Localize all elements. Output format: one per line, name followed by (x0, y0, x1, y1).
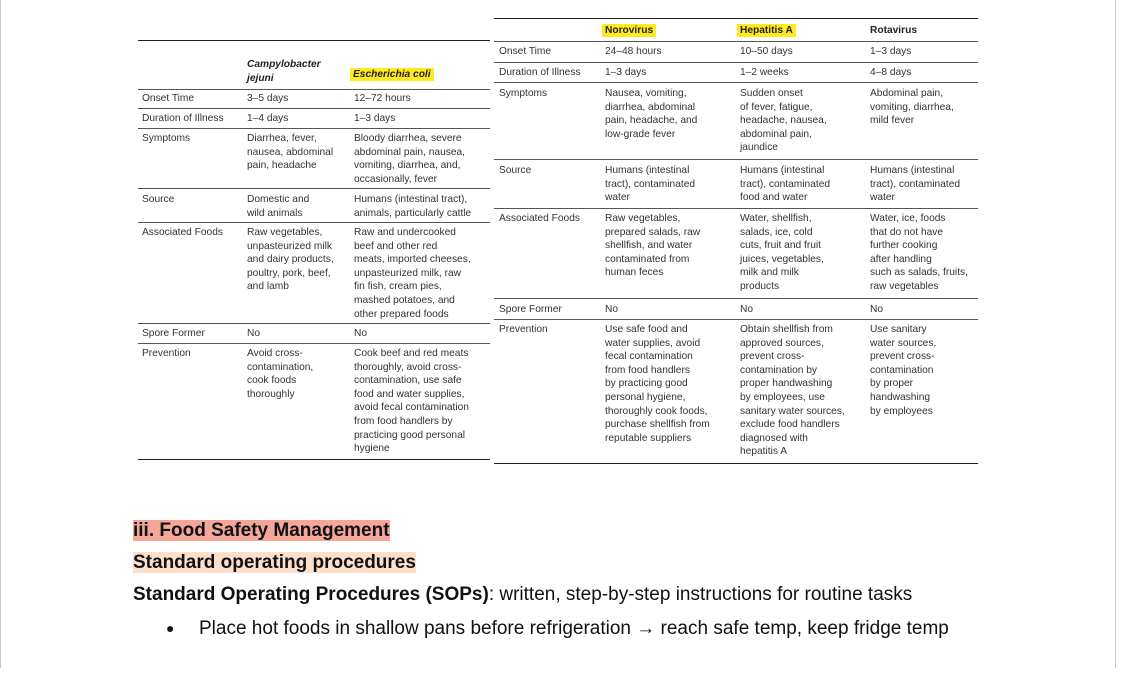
table-cell: 1–3 days (870, 46, 912, 57)
table-cell: Sudden onset of fever, fatigue, headache, nausea, abdominal pain, jaundice (740, 88, 827, 154)
row-label: Duration of Illness (142, 113, 224, 124)
sop-definition-line (133, 584, 912, 606)
table-cell: No (740, 304, 754, 315)
table-cell: 1–2 weeks (740, 67, 789, 78)
row-label: Onset Time (142, 93, 195, 104)
col-header-hepatitis-a: Hepatitis A (737, 24, 796, 38)
table-cell: Cook beef and red meats thoroughly, avoid cross- contamination, use safe food and water supplies, avoid fecal contamination from food handlers by practicing good personal hygiene (354, 348, 469, 455)
row-label: Duration of Illness (499, 67, 581, 78)
row-label: Spore Former (142, 328, 205, 339)
table-cell: Humans (intestinal tract), contaminated water (870, 165, 961, 204)
table-cell: Water, ice, foods that do not have further cooking after handling such as salads, fruits, raw vegetables (870, 213, 968, 292)
row-label: Source (499, 165, 532, 176)
table-cell: Humans (intestinal tract), contaminated food and water (740, 165, 831, 204)
table-cell: 3–5 days (247, 93, 289, 104)
table-rule (138, 128, 490, 129)
table-cell: Raw vegetables, unpasteurized milk and dairy products, poultry, pork, beef, and lamb (247, 227, 334, 293)
table-cell: Raw and undercooked beef and other red meats, imported cheeses, unpasteurized milk, raw fin fish, cream pies, mashed potatoes, and other prepared foods (354, 227, 471, 320)
table-rule (138, 188, 490, 189)
table-cell: Abdominal pain, vomiting, diarrhea, mild fever (870, 88, 954, 127)
row-label: Prevention (142, 348, 191, 359)
table-cell: Water, shellfish, salads, ice, cold cuts, fruit and fruit juices, vegetables, milk and milk products (740, 213, 824, 292)
table-rule (138, 89, 490, 90)
row-label: Prevention (499, 324, 548, 335)
table-cell: Domestic and wild animals (247, 194, 310, 219)
table-cell: No (605, 304, 619, 315)
table-cell: Avoid cross- contamination, cook foods thoroughly (247, 348, 314, 400)
bullet-text: Place hot foods in shallow pans before refrigeration → reach safe temp, keep fridge temp (199, 618, 949, 639)
row-label: Source (142, 194, 175, 205)
table-rule (494, 41, 978, 42)
table-cell: Nausea, vomiting, diarrhea, abdominal pain, headache, and low-grade fever (605, 88, 698, 140)
sop-term: Standard Operating Procedures (SOPs) (133, 584, 489, 605)
row-label: Symptoms (499, 88, 548, 99)
page-left-edge (0, 0, 1, 668)
table-cell: 1–3 days (354, 113, 396, 124)
col-header-rotavirus: Rotavirus (870, 25, 917, 36)
row-label: Associated Foods (142, 227, 223, 238)
table-rule (138, 323, 490, 324)
table-rule (138, 343, 490, 344)
table-rule (138, 108, 490, 109)
table-cell: No (247, 328, 261, 339)
table-rule (494, 159, 978, 160)
page-right-edge (1115, 0, 1116, 668)
table-rule (138, 222, 490, 223)
table-cell: Use safe food and water supplies, avoid fecal contamination from food handlers by practicing good personal hygiene, thoroughly cook foods, purchase shellfish from reputable suppliers (605, 324, 710, 444)
table-cell: Raw vegetables, prepared salads, raw shellfish, and water contaminated from human feces (605, 213, 701, 279)
virus-table (494, 18, 978, 464)
table-cell: Humans (intestinal tract), contaminated water (605, 165, 696, 204)
table-cell: No (870, 304, 884, 315)
bacteria-table (138, 40, 490, 462)
bullet-icon: ● (166, 620, 175, 636)
row-label: Symptoms (142, 133, 191, 144)
table-rule (494, 82, 978, 83)
table-cell: Diarrhea, fever, nausea, abdominal pain, headache (247, 133, 334, 172)
table-rule (494, 208, 978, 209)
section-heading: iii. Food Safety Management (133, 520, 390, 541)
col-header-norovirus: Norovirus (602, 24, 656, 38)
table-cell: 24–48 hours (605, 46, 662, 57)
table-cell: 4–8 days (870, 67, 912, 78)
table-cell: No (354, 328, 368, 339)
row-label: Onset Time (499, 46, 552, 57)
table-cell: Obtain shellfish from approved sources, prevent cross- contamination by proper handwashing by employees, use sanitary water sources, exclude food handlers diagnosed with hepatitis A (740, 324, 845, 458)
table-rule (138, 40, 490, 41)
table-cell: Bloody diarrhea, severe abdominal pain, nausea, vomiting, diarrhea, and, occasionally, fever (354, 133, 466, 185)
col-header-ecoli: Escherichia coli (350, 68, 434, 82)
table-rule (494, 463, 978, 464)
table-cell: Use sanitary water sources, prevent cross- contamination by proper handwashing by employees (870, 324, 937, 417)
table-rule (494, 319, 978, 320)
table-rule (138, 459, 490, 460)
subheading: Standard operating procedures (133, 552, 416, 573)
row-label: Associated Foods (499, 213, 580, 224)
table-cell: 10–50 days (740, 46, 793, 57)
table-rule (494, 298, 978, 299)
table-cell: 1–4 days (247, 113, 289, 124)
row-label: Spore Former (499, 304, 562, 315)
list-item (133, 618, 1093, 678)
table-cell: 1–3 days (605, 67, 647, 78)
table-rule (494, 18, 978, 19)
table-cell: Humans (intestinal tract), animals, particularly cattle (354, 194, 472, 219)
sop-definition: : written, step-by-step instructions for routine tasks (488, 584, 913, 605)
table-rule (494, 62, 978, 63)
col-header-campylobacter: Campylobacter jejuni (247, 59, 321, 84)
table-cell: 12–72 hours (354, 93, 411, 104)
